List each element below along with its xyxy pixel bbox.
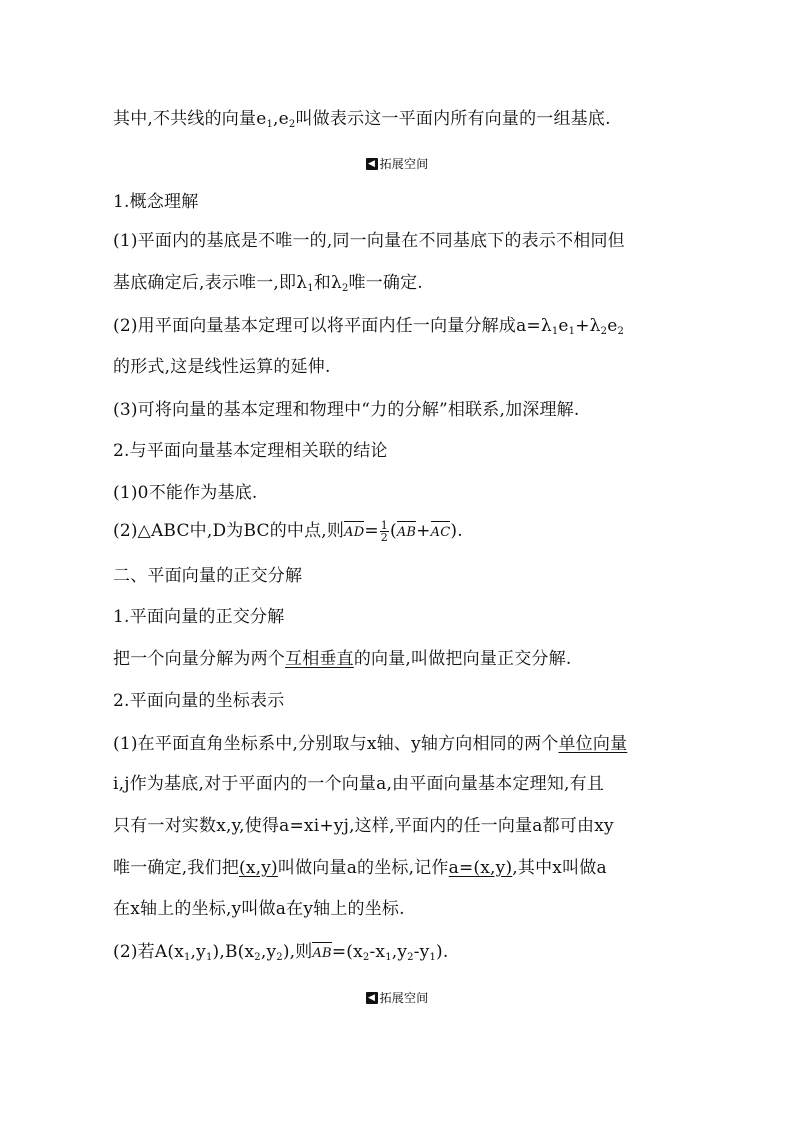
fraction-one-half xyxy=(380,520,389,543)
text: ,y xyxy=(260,942,277,962)
subscript: 1 xyxy=(266,119,274,130)
underlined-term: 互相垂直 xyxy=(285,649,354,669)
concept-item-3: (3)可将向量的基本定理和物理中“力的分解”相联系,加深理解. xyxy=(113,400,580,420)
section-concept-heading: 1.概念理解 xyxy=(113,192,199,212)
text: ). xyxy=(450,521,463,541)
text: 把一个向量分解为两个 xyxy=(113,649,285,669)
vector-ab: AB xyxy=(397,522,416,544)
concept-item-1-line-1: (1)平面内的基底是不唯一的,同一向量在不同基底下的表示不相同但 xyxy=(113,231,625,251)
coordinate-representation-subheading: 2.平面向量的坐标表示 xyxy=(113,691,285,711)
subscript: 2 xyxy=(254,952,261,963)
text: = xyxy=(364,521,379,541)
text: ),则 xyxy=(282,942,313,962)
orthogonal-decomposition-subheading: 1.平面向量的正交分解 xyxy=(113,607,285,627)
denominator: 2 xyxy=(380,531,388,544)
coordinate-item-1-line-4 xyxy=(113,857,693,879)
orthogonal-decomposition-title: 二、平面向量的正交分解 xyxy=(113,566,303,586)
subscript: 2 xyxy=(288,119,296,130)
text: 唯一确定,我们把 xyxy=(113,858,240,878)
text: ,y xyxy=(190,942,206,962)
vector-ac: AC xyxy=(431,522,451,544)
underlined-term: a=(x,y) xyxy=(448,858,513,878)
text: + xyxy=(416,521,431,541)
subscript: 1 xyxy=(307,283,314,294)
text: (2)用平面向量基本定理可以将平面内任一向量分解成a=λ xyxy=(113,316,552,336)
underlined-term: (x,y) xyxy=(239,858,278,878)
concept-item-2-line-1 xyxy=(113,315,693,337)
numerator: 1 xyxy=(380,519,388,532)
text: ( xyxy=(389,521,397,541)
text: 和λ xyxy=(313,273,342,293)
text: (2)若A(x xyxy=(113,942,184,962)
conclusion-item-1: (1)0不能作为基底. xyxy=(113,483,258,503)
conclusion-item-2 xyxy=(113,520,693,544)
text: -x xyxy=(369,942,386,962)
text: -y xyxy=(413,942,430,962)
concept-item-1-line-2 xyxy=(113,272,693,294)
vector-ad: AD xyxy=(344,522,364,544)
text: (2)△ABC中,D为BC的中点,则 xyxy=(113,521,345,541)
coordinate-item-1-line-2: i,j作为基底,对于平面内的一个向量a,由平面向量基本定理知,有且 xyxy=(113,774,605,794)
coordinate-item-1-line-3: 只有一对实数x,y,使得a=xi+yj,这样,平面内的任一向量a都可由xy xyxy=(113,816,614,836)
subscript: 2 xyxy=(617,326,625,337)
subscript: 2 xyxy=(407,952,414,963)
text: ,其中x叫做a xyxy=(512,858,607,878)
text: 基底确定后,表示唯一,即λ xyxy=(113,273,308,293)
subscript: 2 xyxy=(276,952,283,963)
subscript: 1 xyxy=(385,952,392,963)
subscript: 1 xyxy=(429,952,437,963)
section-conclusions-heading: 2.与平面向量基本定理相关联的结论 xyxy=(113,441,388,461)
text: 其中,不共线的向量e xyxy=(113,109,267,129)
underlined-term: 单位向量 xyxy=(558,734,628,754)
text: +λ xyxy=(575,316,601,336)
text: (1)在平面直角坐标系中,分别取与x轴、y轴方向相同的两个 xyxy=(113,734,559,754)
subscript: 1 xyxy=(205,952,213,963)
orthogonal-decomposition-definition xyxy=(113,648,693,670)
text: ),B(x xyxy=(212,942,255,962)
text: 叫做向量a的坐标,记作 xyxy=(277,858,449,878)
subscript: 2 xyxy=(600,326,608,337)
subscript: 1 xyxy=(551,326,559,337)
tag-label: 拓展空间 xyxy=(379,991,429,1005)
coordinate-item-1-line-5: 在x轴上的坐标,y叫做a在y轴上的坐标. xyxy=(113,899,405,919)
tag-label: 拓展空间 xyxy=(379,157,429,171)
text: e xyxy=(558,316,569,336)
text: ). xyxy=(436,942,449,962)
text: e xyxy=(607,316,618,336)
text: =(x xyxy=(331,942,363,962)
coordinate-item-2 xyxy=(113,941,693,965)
subscript: 1 xyxy=(568,326,576,337)
text: ,y xyxy=(391,942,408,962)
text: 唯一确定. xyxy=(348,273,423,293)
subscript: 1 xyxy=(183,952,191,963)
speaker-icon: ◀ xyxy=(366,158,378,170)
basis-definition-line xyxy=(113,108,693,130)
speaker-icon: ◀ xyxy=(366,992,378,1004)
concept-item-2-line-2: 的形式,这是线性运算的延伸. xyxy=(113,357,331,377)
coordinate-item-1-line-1 xyxy=(113,733,693,755)
extension-space-tag xyxy=(0,152,794,175)
subscript: 2 xyxy=(362,952,370,963)
subscript: 2 xyxy=(341,283,349,294)
extension-space-tag-bottom xyxy=(0,986,794,1009)
vector-ab: AB xyxy=(312,943,331,965)
text: ,e xyxy=(273,109,289,129)
text: 叫做表示这一平面内所有向量的一组基底. xyxy=(295,109,611,129)
text: 的向量,叫做把向量正交分解. xyxy=(353,649,572,669)
